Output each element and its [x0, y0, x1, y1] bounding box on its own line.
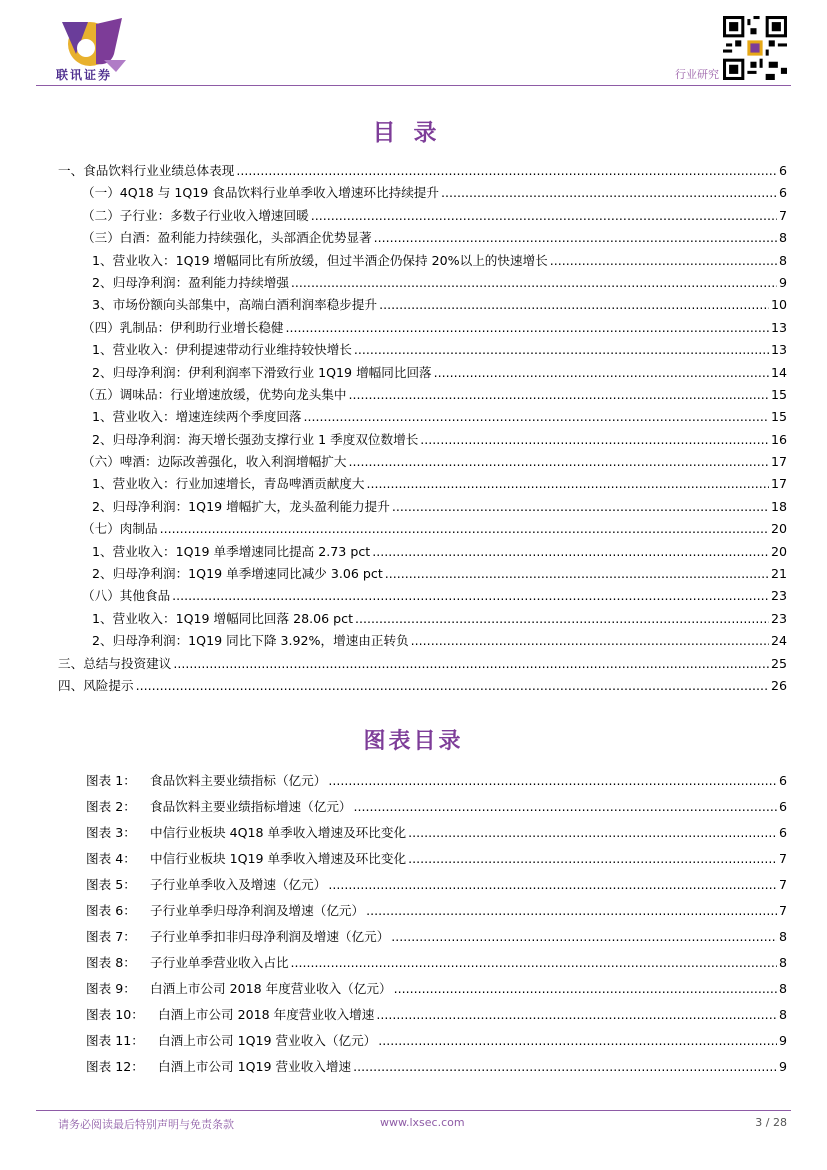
toc-entry-text: 三、总结与投资建议 — [58, 655, 172, 671]
figure-entry-text: 子行业单季归母净利润及增速（亿元） — [150, 903, 365, 918]
leader-dots — [136, 678, 769, 693]
leader-dots — [355, 611, 769, 626]
table-of-contents — [58, 160, 787, 697]
figure-entry[interactable] — [86, 978, 787, 1004]
figure-entry[interactable] — [86, 822, 787, 848]
figure-entry-text: 中信行业板块 1Q19 单季收入增速及环比变化 — [150, 851, 407, 866]
figure-entry-label: 图表 5： — [86, 877, 136, 892]
figure-entry-label: 图表 1： — [86, 773, 136, 788]
leader-dots — [392, 499, 769, 514]
leader-dots — [366, 903, 777, 918]
toc-entry-text: 2、归母净利润：1Q19 单季增速同比减少 3.06 pct — [92, 566, 383, 582]
toc-entry-page: 20 — [770, 521, 787, 537]
leader-dots — [328, 773, 777, 788]
leader-dots — [376, 1007, 777, 1022]
figure-entry-text: 白酒上市公司 1Q19 营业收入增速 — [158, 1059, 352, 1074]
toc-entry[interactable] — [58, 496, 787, 518]
toc-entry-page: 6 — [778, 185, 787, 201]
toc-entry[interactable] — [58, 160, 787, 182]
leader-dots — [236, 163, 777, 178]
figure-entry[interactable] — [86, 1056, 787, 1082]
figure-entry-page: 6 — [778, 825, 787, 840]
leader-dots — [366, 476, 768, 491]
toc-entry-text: 一、食品饮料行业业绩总体表现 — [58, 163, 235, 178]
toc-entry-page: 15 — [770, 409, 787, 425]
toc-entry-text: 四、风险提示 — [58, 677, 134, 693]
leader-dots — [391, 929, 777, 944]
toc-entry-page: 7 — [778, 207, 787, 223]
leader-dots — [550, 253, 777, 268]
toc-entry[interactable] — [58, 563, 787, 585]
toc-entry[interactable] — [58, 250, 787, 272]
toc-entry[interactable] — [58, 406, 787, 428]
figure-entry[interactable] — [86, 952, 787, 978]
toc-entry-page: 13 — [770, 319, 787, 335]
figure-entry-text: 食品饮料主要业绩指标增速（亿元） — [150, 799, 352, 814]
toc-entry[interactable] — [58, 473, 787, 495]
figure-entry-label: 图表 2： — [86, 799, 136, 814]
figure-entry[interactable] — [86, 796, 787, 822]
toc-entry-text: 2、归母净利润：海天增长强劲支撑行业 1 季度双位数增长 — [92, 431, 419, 447]
figure-entry[interactable] — [86, 874, 787, 900]
toc-entry-page: 23 — [770, 588, 787, 604]
figure-entry-label: 图表 10： — [86, 1007, 144, 1022]
toc-entry-text: 1、营业收入：1Q19 单季增速同比提高 2.73 pct — [92, 543, 371, 559]
figure-entry-label: 图表 6： — [86, 903, 136, 918]
figure-list-title: 图表目录 — [363, 729, 464, 754]
toc-entry[interactable] — [58, 384, 787, 406]
toc-entry-page: 6 — [778, 163, 787, 178]
toc-entry[interactable] — [58, 675, 787, 697]
figure-entry[interactable] — [86, 900, 787, 926]
leader-dots — [408, 825, 777, 840]
header-divider — [36, 85, 791, 86]
figure-entry-label: 图表 7： — [86, 929, 136, 944]
figure-entry-text: 子行业单季收入及增速（亿元） — [150, 877, 327, 892]
toc-entry-page: 13 — [770, 342, 787, 358]
figure-entry[interactable] — [86, 848, 787, 874]
toc-entry[interactable] — [58, 317, 787, 339]
toc-title: 目录 — [372, 120, 455, 146]
toc-entry[interactable] — [58, 362, 787, 384]
toc-entry[interactable] — [58, 429, 787, 451]
toc-entry-text: 1、营业收入：1Q19 增幅同比回落 28.06 pct — [92, 610, 354, 626]
toc-entry-page: 26 — [770, 677, 787, 693]
toc-entry[interactable] — [58, 451, 787, 473]
leader-dots — [286, 320, 769, 335]
footer-divider — [36, 1110, 791, 1111]
leader-dots — [441, 185, 777, 200]
toc-entry-page: 25 — [770, 655, 787, 671]
leader-dots — [394, 981, 777, 996]
toc-entry[interactable] — [58, 630, 787, 652]
figure-entry[interactable] — [86, 1004, 787, 1030]
toc-entry-page: 8 — [778, 252, 787, 268]
figure-entry-label: 图表 3： — [86, 825, 136, 840]
leader-dots — [304, 409, 769, 424]
figure-entry[interactable] — [86, 1030, 787, 1056]
leader-dots — [160, 521, 769, 536]
leader-dots — [385, 566, 769, 581]
figure-list — [86, 770, 787, 1082]
toc-entry[interactable] — [58, 339, 787, 361]
toc-entry-text: 2、归母净利润：伊利利润率下滑致行业 1Q19 增幅同比回落 — [92, 364, 432, 380]
footer-website-link[interactable]: www.lxsec.com — [380, 1116, 465, 1129]
leader-dots — [173, 656, 769, 671]
figure-entry-page: 8 — [778, 929, 787, 944]
toc-entry-page: 14 — [770, 364, 787, 380]
toc-entry-text: 1、营业收入：伊利提速带动行业维持较快增长 — [92, 342, 352, 358]
leader-dots — [372, 544, 769, 559]
toc-entry-text: 2、归母净利润：1Q19 增幅扩大，龙头盈利能力提升 — [92, 498, 390, 514]
leader-dots — [420, 432, 769, 447]
figure-entry-label: 图表 12： — [86, 1059, 144, 1074]
toc-entry-page: 9 — [778, 274, 787, 290]
toc-entry-page: 15 — [770, 386, 787, 402]
leader-dots — [434, 365, 769, 380]
figure-entry-label: 图表 11： — [86, 1033, 144, 1048]
figure-entry-page: 7 — [778, 903, 787, 918]
brand-name: 联讯证券 — [56, 68, 113, 82]
toc-entry-text: 1、营业收入：1Q19 增幅同比有所放缓，但过半酒企仍保持 20%以上的快速增长 — [92, 252, 548, 268]
toc-entry[interactable] — [58, 608, 787, 630]
figure-entry-page: 7 — [778, 851, 787, 866]
leader-dots — [411, 633, 769, 648]
section-label: 行业研究 — [675, 68, 719, 81]
leader-dots — [348, 387, 769, 402]
toc-entry[interactable] — [58, 205, 787, 227]
toc-entry-text: 2、归母净利润：1Q19 同比下降 3.92%，增速由正转负 — [92, 633, 409, 649]
toc-entry-page: 8 — [778, 230, 787, 246]
toc-entry[interactable] — [58, 227, 787, 249]
toc-entry[interactable] — [58, 541, 787, 563]
figure-entry-label: 图表 4： — [86, 851, 136, 866]
toc-entry-text: （五）调味品：行业增速放缓，优势向龙头集中 — [82, 386, 347, 402]
leader-dots — [353, 1059, 777, 1074]
toc-entry-text: （二）子行业：多数子行业收入增速回暖 — [82, 207, 309, 223]
toc-entry-page: 20 — [770, 543, 787, 559]
toc-entry-text: 2、归母净利润：盈利能力持续增强 — [92, 274, 289, 290]
leader-dots — [378, 1033, 777, 1048]
leader-dots — [408, 851, 777, 866]
figure-entry-page: 9 — [778, 1059, 787, 1074]
leader-dots — [311, 208, 777, 223]
toc-entry-text: 3、市场份额向头部集中，高端白酒利润率稳步提升 — [92, 297, 378, 313]
figure-entry-label: 图表 9： — [86, 981, 136, 996]
leader-dots — [379, 297, 769, 312]
toc-entry-text: （三）白酒：盈利能力持续强化，头部酒企优势显著 — [82, 230, 372, 246]
toc-entry-page: 16 — [770, 431, 787, 447]
figure-entry-text: 白酒上市公司 2018 年度营业收入增速 — [158, 1007, 375, 1022]
page-number: 3 / 28 — [755, 1116, 787, 1129]
toc-entry[interactable] — [58, 653, 787, 675]
figure-entry-page: 8 — [778, 981, 787, 996]
leader-dots — [374, 230, 777, 245]
figure-entry-text: 食品饮料主要业绩指标（亿元） — [150, 773, 327, 788]
leader-dots — [348, 454, 769, 469]
leader-dots — [354, 342, 769, 357]
toc-entry-text: 1、营业收入：增速连续两个季度回落 — [92, 409, 302, 425]
toc-entry[interactable] — [58, 294, 787, 316]
figure-entry-page: 9 — [778, 1033, 787, 1048]
leader-dots — [291, 275, 777, 290]
toc-entry-text: （四）乳制品：伊利助行业增长稳健 — [82, 319, 284, 335]
figure-entry-label: 图表 8： — [86, 955, 136, 970]
toc-entry-text: 1、营业收入：行业加速增长，青岛啤酒贡献度大 — [92, 476, 365, 492]
figure-entry-text: 子行业单季营业收入占比 — [150, 955, 289, 970]
toc-entry[interactable] — [58, 182, 787, 204]
figure-entry-text: 白酒上市公司 2018 年度营业收入（亿元） — [150, 981, 392, 996]
figure-entry-page: 7 — [778, 877, 787, 892]
figure-entry-text: 中信行业板块 4Q18 单季收入增速及环比变化 — [150, 825, 407, 840]
toc-entry-text: （八）其他食品 — [82, 588, 171, 604]
leader-dots — [291, 955, 777, 970]
toc-entry-page: 17 — [770, 454, 787, 470]
figure-entry-text: 白酒上市公司 1Q19 营业收入（亿元） — [158, 1033, 377, 1048]
figure-entry[interactable] — [86, 770, 787, 796]
toc-entry-page: 24 — [770, 633, 787, 649]
figure-entry-text: 子行业单季扣非归母净利润及增速（亿元） — [150, 929, 390, 944]
toc-entry-page: 23 — [770, 610, 787, 626]
leader-dots — [328, 877, 777, 892]
figure-entry-page: 6 — [778, 799, 787, 814]
toc-entry[interactable] — [58, 272, 787, 294]
toc-entry-page: 21 — [770, 566, 787, 582]
toc-entry[interactable] — [58, 585, 787, 607]
footer-disclaimer[interactable]: 请务必阅读最后特别声明与免责条款 — [58, 1118, 234, 1131]
toc-entry-text: （一）4Q18 与 1Q19 食品饮料行业单季收入增速环比持续提升 — [82, 185, 439, 201]
figure-entry-page: 8 — [778, 1007, 787, 1022]
leader-dots — [354, 799, 777, 814]
figure-entry[interactable] — [86, 926, 787, 952]
toc-entry-page: 18 — [770, 498, 787, 514]
figure-entry-page: 8 — [778, 955, 787, 970]
toc-entry-page: 10 — [770, 297, 787, 313]
toc-entry-page: 17 — [770, 476, 787, 492]
toc-entry-text: （六）啤酒：边际改善强化，收入利润增幅扩大 — [82, 454, 347, 470]
toc-entry[interactable] — [58, 518, 787, 540]
toc-entry-text: （七）肉制品 — [82, 521, 158, 537]
leader-dots — [172, 588, 769, 603]
figure-entry-page: 6 — [778, 773, 787, 788]
qr-code-icon[interactable] — [723, 16, 787, 80]
